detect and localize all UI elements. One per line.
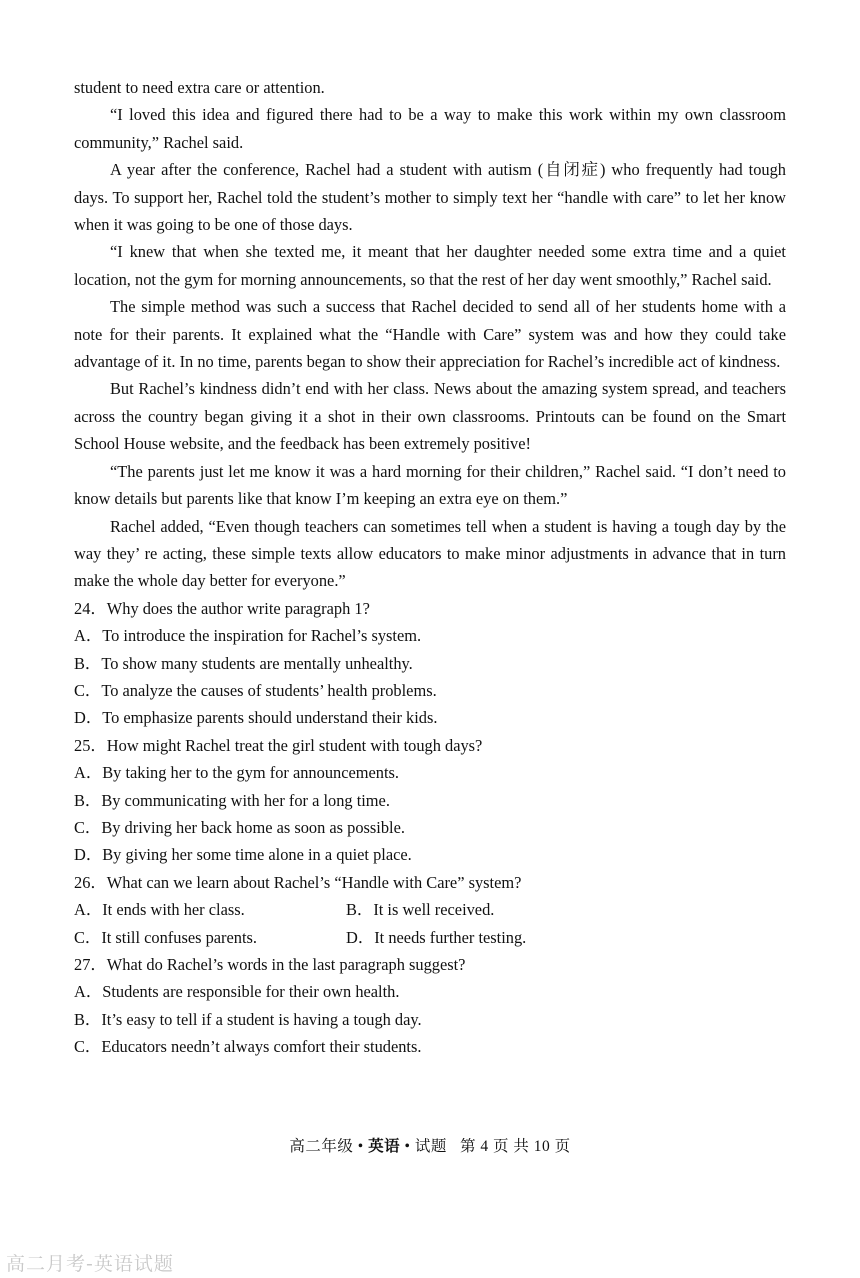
option-a: A．Students are responsible for their own health. xyxy=(74,982,400,1002)
option-b: B．By communicating with her for a long time. xyxy=(74,790,390,810)
question-stem: 25．How might Rachel treat the girl student with tough days? xyxy=(74,735,483,755)
watermark: 高二月考-英语试题 xyxy=(6,1253,174,1275)
question-26 xyxy=(74,869,786,951)
question-24 xyxy=(74,595,786,732)
question-25 xyxy=(74,732,786,869)
option-c: C．Educators needn’t always comfort their students. xyxy=(74,1037,422,1057)
passage-paragraph-7: Rachel added, “Even though teachers can sometimes tell when a student is having a tough day by the way they’ re acting, these simple texts allow educators to make minor adjustments in advance that in turn make the whole day better for everyone.” xyxy=(74,516,786,591)
option-d: D．It needs further testing. xyxy=(346,927,527,947)
option-c: C．To analyze the causes of students’ health problems. xyxy=(74,680,437,700)
footer-exam: 试题 xyxy=(414,1138,447,1155)
option-b: B．It’s easy to tell if a student is having a tough day. xyxy=(74,1009,422,1029)
exam-page-content xyxy=(74,74,786,1061)
question-stem: 24．Why does the author write paragraph 1? xyxy=(74,598,370,618)
option-c: C．It still confuses parents. xyxy=(74,927,258,947)
footer-page-number: 第 4 页 共 10 页 xyxy=(459,1138,571,1155)
passage-paragraph-3: “I knew that when she texted me, it meant that her daughter needed some extra time and a quiet location, not the gym for morning announcements, so that the rest of her day went smoothly,” Rachel said. xyxy=(74,242,786,289)
question-27 xyxy=(74,951,786,1061)
option-b: B．It is well received. xyxy=(346,900,495,920)
option-b: B．To show many students are mentally unhealthy. xyxy=(74,653,413,673)
passage-paragraph-4: The simple method was such a success that Rachel decided to send all of her students home with a note for their parents. It explained what the “Handle with Care” system was and how they could take advantage of it. In no time, parents began to show their appreciation for Rachel’s incredible act of kindness. xyxy=(74,297,786,372)
footer-grade: 高二年级 xyxy=(289,1138,354,1155)
page-footer xyxy=(0,1134,860,1156)
passage-paragraph-1: “I loved this idea and figured there had to be a way to make this work within my own classroom community,” Rachel said. xyxy=(74,105,786,152)
option-a: A．It ends with her class. xyxy=(74,900,245,920)
footer-dot: • xyxy=(357,1138,364,1155)
options-row-ab xyxy=(74,896,786,923)
footer-subject: 英语 xyxy=(368,1138,401,1155)
option-d: D．To emphasize parents should understand their kids. xyxy=(74,708,438,728)
options-row-cd xyxy=(74,924,786,951)
option-a: A．By taking her to the gym for announcements. xyxy=(74,763,400,783)
question-stem: 27．What do Rachel’s words in the last paragraph suggest? xyxy=(74,955,466,974)
option-a: A．To introduce the inspiration for Rachel’s system. xyxy=(74,626,422,646)
footer-dot: • xyxy=(404,1138,411,1155)
passage-paragraph-2: A year after the conference, Rachel had a student with autism (自闭症) who frequently had tough days. To support her, Rachel told the student’s mother to simply text her “handle with care” to let her know when it was going to be one of those days. xyxy=(74,160,786,235)
option-c: C．By driving her back home as soon as possible. xyxy=(74,817,405,837)
option-d: D．By giving her some time alone in a quiet place. xyxy=(74,845,412,865)
passage-paragraph-6: “The parents just let me know it was a hard morning for their children,” Rachel said. “I don’t need to know details but parents like that know I’m keeping an extra eye on them.” xyxy=(74,461,786,509)
passage-paragraph-0: student to need extra care or attention. xyxy=(74,78,325,97)
question-stem: 26．What can we learn about Rachel’s “Handle with Care” system? xyxy=(74,872,522,892)
passage-paragraph-5: But Rachel’s kindness didn’t end with her class. News about the amazing system spread, and teachers across the country began giving it a shot in their own classrooms. Printouts can be found on the Smart School House website, and the feedback has been extremely positive! xyxy=(74,379,786,454)
